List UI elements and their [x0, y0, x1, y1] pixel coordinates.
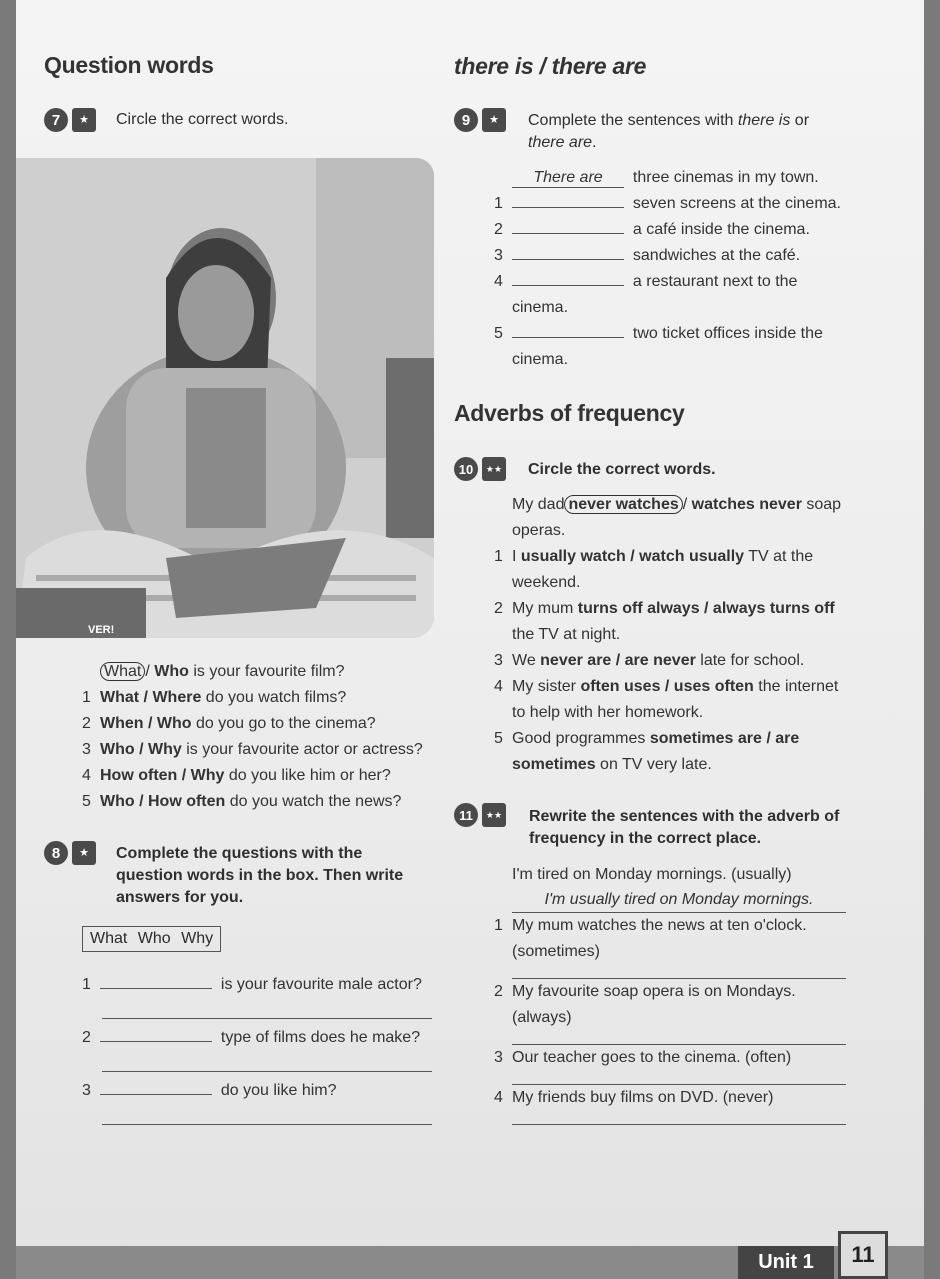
answer-line [512, 965, 846, 979]
unit-label: Unit 1 [738, 1246, 834, 1279]
exercise-10-example: My dad never watches / watches never soap [512, 496, 842, 513]
list-item: 5 two ticket offices inside the [494, 325, 823, 342]
exercise-number: 9 [454, 108, 478, 132]
exercise-8-instruction: Complete the questions with the question words in the box. Then write answers for you. [116, 845, 404, 906]
exercise-8-badge [44, 841, 96, 865]
list-item: 4 My sister often uses / uses often the internet [494, 678, 839, 695]
list-item-cont: (always) [512, 1009, 572, 1026]
heading-there-is-there-are: there is / there are [454, 53, 647, 79]
star-icon: ★ [72, 108, 96, 132]
answer-line [512, 1071, 846, 1085]
heading-question-words: Question words [44, 52, 214, 78]
list-item: 4 How often / Why do you like him or her? [82, 767, 391, 784]
list-item: 2 When / Who do you go to the cinema? [82, 715, 376, 732]
list-item: 3 We never are / are never late for school. [494, 652, 805, 669]
list-item-cont: weekend. [512, 574, 581, 591]
exercise-8-item-1: 1 is your favourite male actor? [82, 976, 422, 993]
answer-line [102, 1124, 432, 1125]
exercise-number: 11 [454, 803, 478, 827]
exercise-7-badge [44, 108, 96, 132]
list-item-cont: the TV at night. [512, 626, 621, 643]
list-item-cont: cinema. [512, 299, 569, 316]
star-icon: ★ [72, 841, 96, 865]
exercise-11-badge [454, 803, 506, 827]
exercise-10-instruction: Circle the correct words. [528, 461, 716, 478]
answer-line [102, 1071, 432, 1072]
exercise-9-example: There are three cinemas in my town. [494, 165, 819, 191]
exercise-9-badge [454, 108, 506, 132]
two-stars-icon: ★★ [482, 803, 506, 827]
list-item: 4 a restaurant next to the [494, 273, 798, 290]
list-item: 5 Who / How often do you watch the news? [82, 793, 402, 810]
photo-girl-reading [16, 158, 434, 638]
answer-line [512, 1031, 846, 1045]
list-item: 4 My friends buy films on DVD. (never) [494, 1089, 774, 1106]
list-item: 2 a café inside the cinema. [494, 221, 810, 238]
exercise-9-list [494, 191, 841, 373]
list-item: 3 Our teacher goes to the cinema. (often) [494, 1049, 792, 1066]
list-item: 1 My mum watches the news at ten o'clock. [494, 917, 807, 934]
exercise-9-instruction: Complete the sentences with there is or there are. [528, 112, 810, 151]
photo-illustration [16, 158, 434, 638]
list-item: 1 seven screens at the cinema. [494, 195, 841, 212]
exercise-7-list [82, 685, 423, 815]
list-item-cont: operas. [512, 522, 566, 539]
star-icon: ★ [482, 108, 506, 132]
list-item-cont: to help with her homework. [512, 704, 704, 721]
two-stars-icon: ★★ [482, 457, 506, 481]
exercise-7-example: What / Who is your favourite film? [100, 659, 345, 685]
exercise-11-instruction: Rewrite the sentences with the adverb of frequency in the correct place. [529, 808, 840, 847]
workbook-page [16, 0, 924, 1279]
list-item-cont: (sometimes) [512, 943, 601, 960]
example-answer: There are [512, 169, 624, 188]
list-item: 1 What / Where do you watch films? [82, 689, 347, 706]
answer-line [102, 1018, 432, 1019]
answer-line [512, 1111, 846, 1125]
list-item: 3 Who / Why is your favourite actor or actress? [82, 741, 423, 758]
list-item-cont: cinema. [512, 351, 569, 368]
exercise-number: 10 [454, 457, 478, 481]
page-number: 11 [838, 1231, 888, 1279]
list-item: 1 I usually watch / watch usually TV at the [494, 548, 814, 565]
circled-answer: never watches [564, 495, 682, 514]
exercise-8-item-3: 3 do you like him? [82, 1082, 337, 1099]
exercise-7-instruction: Circle the correct words. [116, 111, 289, 128]
exercise-8-item-2: 2 type of films does he make? [82, 1029, 421, 1046]
exercise-10-badge [454, 457, 506, 481]
list-item: 5 Good programmes sometimes are / are [494, 730, 800, 747]
heading-adverbs-of-frequency: Adverbs of frequency [454, 400, 685, 426]
circled-answer: What [100, 662, 145, 681]
list-item: 2 My favourite soap opera is on Mondays. [494, 983, 796, 1000]
list-item: 3 sandwiches at the café. [494, 247, 801, 264]
exercise-number: 8 [44, 841, 68, 865]
exercise-10-list [494, 492, 841, 778]
exercise-11-example: I'm tired on Monday mornings. (usually) [512, 866, 792, 883]
photo-caption: VER! [88, 624, 115, 636]
exercise-11-list [494, 862, 846, 1125]
exercise-number: 7 [44, 108, 68, 132]
list-item: 2 My mum turns off always / always turns off [494, 600, 835, 617]
word-box: What Who Why [82, 926, 221, 952]
example-answer: I'm usually tired on Monday mornings. [512, 888, 846, 913]
list-item-cont: sometimes on TV very late. [512, 756, 712, 773]
